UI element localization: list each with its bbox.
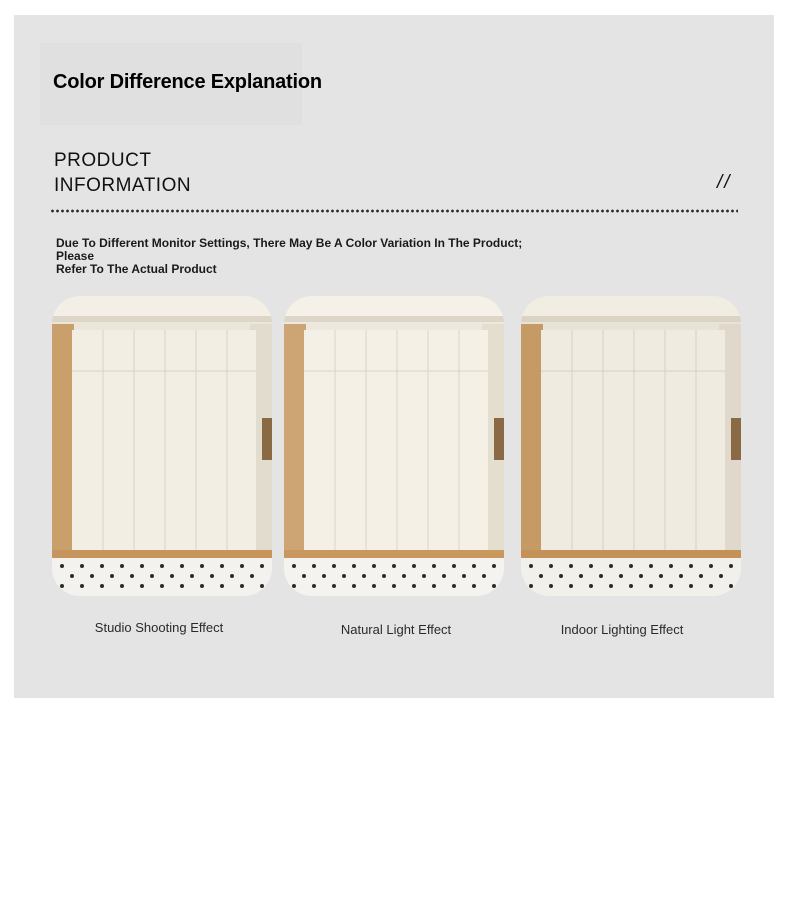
product-information-label (54, 148, 191, 198)
indoor-lighting-photo (521, 296, 741, 596)
color-variation-notice (56, 237, 556, 276)
slash-decoration: // (717, 172, 732, 193)
page-title: Color Difference Explanation (53, 71, 322, 93)
indoor-lighting-caption: Indoor Lighting Effect (560, 622, 684, 637)
wardrobe-image (521, 296, 741, 596)
dotted-divider (50, 209, 738, 213)
natural-light-caption: Natural Light Effect (340, 622, 452, 637)
notice-line-1: Due To Different Monitor Settings, There May Be A Color Variation In The Product; Please (56, 236, 523, 263)
studio-shooting-caption: Studio Shooting Effect (94, 620, 224, 635)
notice-line-2: Refer To The Actual Product (56, 262, 217, 276)
wardrobe-image (52, 296, 272, 596)
product-info-line-2: INFORMATION (54, 175, 192, 196)
color-difference-panel (14, 15, 774, 698)
wardrobe-image (284, 296, 504, 596)
natural-light-photo (284, 296, 504, 596)
studio-shooting-photo (52, 296, 272, 596)
product-info-line-1: PRODUCT (54, 150, 152, 171)
